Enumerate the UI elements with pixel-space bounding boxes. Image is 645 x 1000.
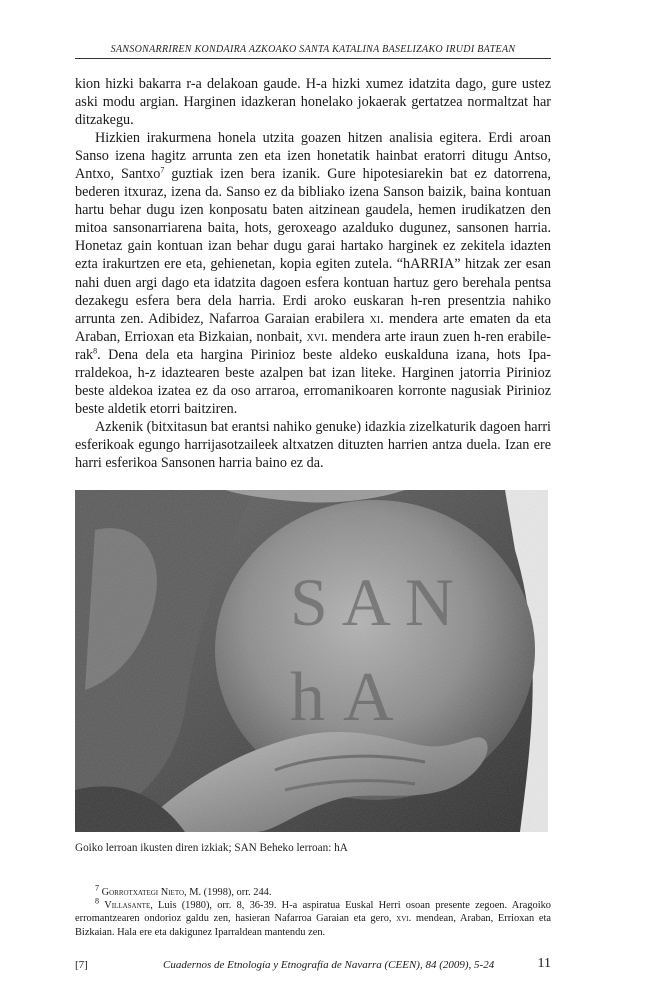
roman-numeral-xvi: xvi [306,328,325,345]
body-text [75,75,551,472]
footnote-8-text-a: , Luis (1980), orr. 8, 36-39. H-a aspiratua Euskal Herri osoan presente zegoen. Aragoiko erromantzearen ondorioz galdu zen, hasieran Nafarroa Garaian eta gero, [75,900,551,925]
footnote-8-number: 8 [95,896,99,906]
figure-caption: Goiko lerroan ikusten diren izkiak; SAN Beheko lerroan: hA [75,842,348,854]
stone-photo-illustration [75,490,548,832]
p2-part-a: Hizkien irakurmena honela utzita goazen hitzen analisia egitera. Erdi aroan Sanso izena hagitz arrunta zen eta izen honetatik hainbat eratorri ditugu Antso, Antxo, Santxo [75,130,551,183]
page-number: 11 [537,956,551,971]
footnote-7-text: , M. (1998), orr. 244. [184,887,272,898]
p2-part-e: . Dena dela eta hargina Pirinioz beste aldeko euskalduna izana, hots Iparraldekoa, h-z idaztearen beste azalpen bat izan liteke. Harginen jatorria Pirinioz beste aldekoa izatea ez da oso arraroa, erromanikoaren korronte nagusiak Pirinioz beste aldetik etorri baitziren. [75,346,551,417]
photo-grain [75,490,548,832]
running-header: SANSONARRIREN KONDAIRA AZKOAKO SANTA KATALINA BASELIZAKO IRUDI BATEAN [110,44,516,55]
p2-part-d: . mendera arte iraun zuen h-ren erabilerak [75,328,551,363]
p2-part-c: . mendera arte ematen da eta Araban, Errioxan eta Bizkaian, nonbait, [75,310,551,345]
footnote-7-number: 7 [95,883,99,893]
footnote-8-roman: xvi [396,913,409,925]
footer-journal-citation: Cuadernos de Etnología y Etnografía de Navarra (CEEN), 84 (2009), 5-24 [163,959,495,971]
paragraph-2 [75,129,551,418]
footnote-ref-7[interactable]: 7 [160,165,165,175]
paragraph-3: Azkenik (bitxitasun bat erantsi nahiko genuke) idazkia zizelkaturik dagoen harri esferikoak egungo harrijasotzaileek altxatzen dituzten harrien antza duela. Izan ere harri esferikoa Sansonen harria baino ez da. [75,418,551,471]
footnote-7 [75,883,551,899]
footnote-8-text-b: . mendean, Araban, Errioxan eta Bizkaian. Hala ere eta dakigunez Iparraldean mantendu zen. [75,913,552,938]
footnotes [75,883,552,939]
footer-page-ref: [7] [75,959,88,971]
footnote-ref-8[interactable]: 8 [93,345,98,355]
roman-numeral-xi: xi [369,310,381,327]
footnote-8-author: Villasante [104,900,151,912]
stone-sphere-photo [75,490,548,832]
footnote-8 [75,896,552,939]
page-footer [75,958,551,974]
header-rule [75,58,551,59]
paragraph-1: kion hizki bakarra r-a delakoan gaude. H-a hizki xumez idatzita dago, gure ustez aski modu argian. Harginen idazkeran honelako jokaerak gertatzea normaltzat har ditzakegu. [75,76,551,129]
p2-part-b: guztiak izen bera izanik. Gure hipotesiarekin bat ez datorrena, bederen itxuraz, izena da. Sanso ez da bibliako izena Sanson baizik, baina kontuan hartu behar dugu izen konposatu baten aitzinean gaudela, hemen irudikatzen den mitoa sansonarriarena baita, hots, geroxeago azalduko dugunez, sansonen harria. Honetaz gain kontuan izan behar dugu garai hartako harginek ez zekitela idazten ezta irakurtzen ere eta, gehienetan, kopia egiten zutela. “hARRIA” hitzak zer esan nahi duen argi dago eta idatzita dagoen esfera kontuan hartuz gero berehala pentsa dezakegu esfera bera dela harria. Erdi aroko euskaran h-ren presentzia nahiko arrunta zen. Adibidez, Nafarroa Garaian erabilera [75,166,551,327]
footnote-7-author: Gorrotxategi Nieto [101,887,185,898]
